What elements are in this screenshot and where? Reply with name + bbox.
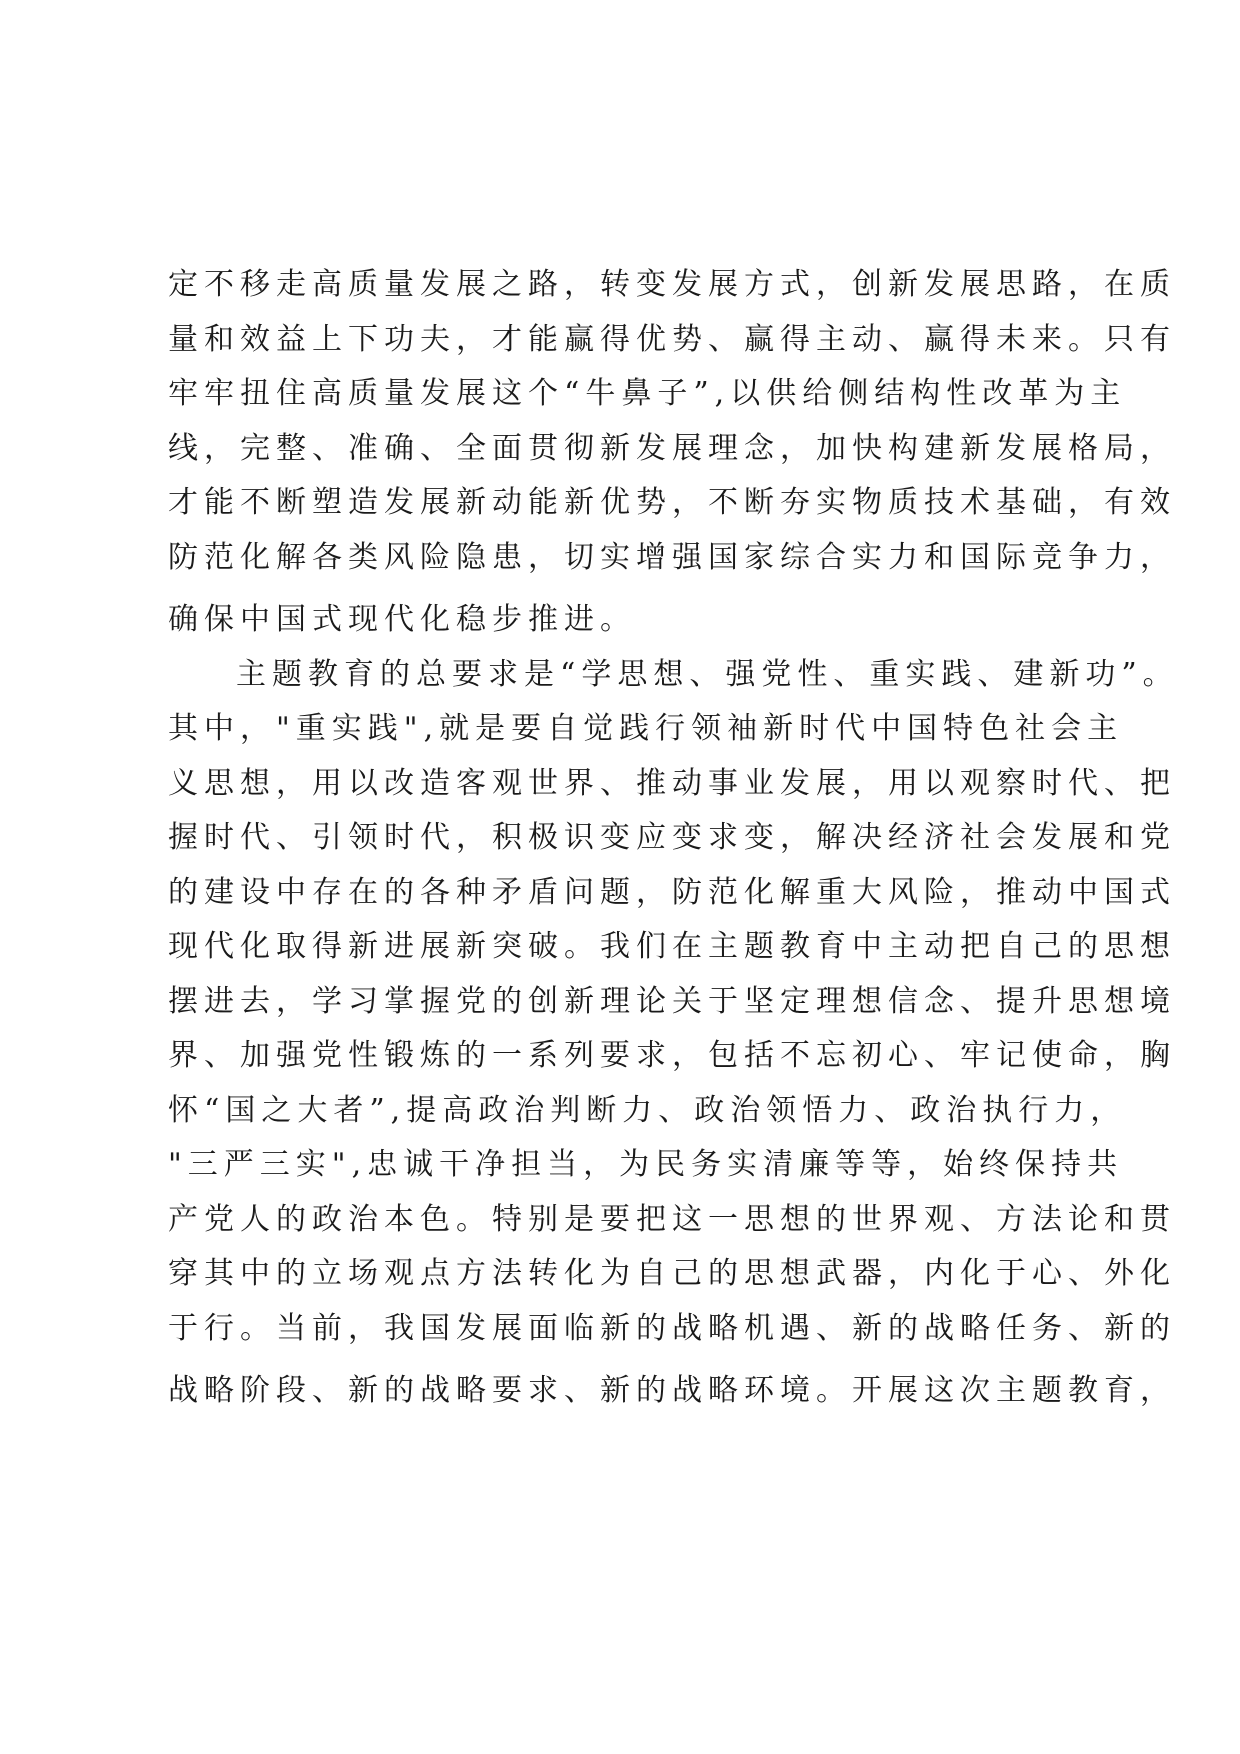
text-line: 现代化取得新进展新突破。我们在主题教育中主动把自己的思想 bbox=[168, 929, 1176, 964]
text-line: "三严三实",忠诚干净担当，为民务实清廉等等，始终保持共 bbox=[168, 1147, 1124, 1182]
text-line: 定不移走高质量发展之路，转变发展方式，创新发展思路，在质 bbox=[168, 267, 1176, 302]
text-line: 量和效益上下功夫，才能赢得优势、赢得主动、赢得未来。只有 bbox=[168, 321, 1176, 357]
text-line: 于行。当前，我国发展面临新的战略机遇、新的战略任务、新的 bbox=[168, 1310, 1176, 1346]
text-line: 确保中国式现代化稳步推进。 bbox=[168, 602, 636, 637]
text-line: 产党人的政治本色。特别是要把这一思想的世界观、方法论和贯 bbox=[168, 1201, 1176, 1237]
text-line: 怀“国之大者”,提高政治判断力、政治领悟力、政治执行力， bbox=[168, 1092, 1127, 1128]
body-text bbox=[168, 258, 1179, 1419]
text-line: 其中，"重实践",就是要自觉践行领袖新时代中国特色社会主 bbox=[168, 711, 1124, 746]
text-line: 摆进去，学习掌握党的创新理论关于坚定理想信念、提升思想境 bbox=[168, 983, 1176, 1019]
paragraph-start-line: 主题教育的总要求是“学思想、强党性、重实践、建新功”。 bbox=[236, 656, 1179, 692]
text-line: 防范化解各类风险隐患，切实增强国家综合实力和国际竞争力， bbox=[168, 539, 1176, 575]
text-line: 界、加强党性锻炼的一系列要求，包括不忘初心、牢记使命，胸 bbox=[168, 1038, 1176, 1073]
text-line: 战略阶段、新的战略要求、新的战略环境。开展这次主题教育， bbox=[168, 1373, 1176, 1408]
text-line: 线，完整、准确、全面贯彻新发展理念，加快构建新发展格局， bbox=[168, 430, 1176, 466]
text-line: 的建设中存在的各种矛盾问题，防范化解重大风险，推动中国式 bbox=[168, 874, 1176, 910]
text-line: 义思想，用以改造客观世界、推动事业发展，用以观察时代、把 bbox=[168, 765, 1176, 801]
text-line: 握时代、引领时代，积极识变应变求变，解决经济社会发展和党 bbox=[168, 820, 1176, 855]
text-line: 穿其中的立场观点方法转化为自己的思想武器，内化于心、外化 bbox=[168, 1256, 1176, 1291]
text-line: 才能不断塑造发展新动能新优势，不断夯实物质技术基础，有效 bbox=[168, 485, 1176, 520]
text-line: 牢牢扭住高质量发展这个“牛鼻子”,以供给侧结构性改革为主 bbox=[168, 376, 1127, 411]
